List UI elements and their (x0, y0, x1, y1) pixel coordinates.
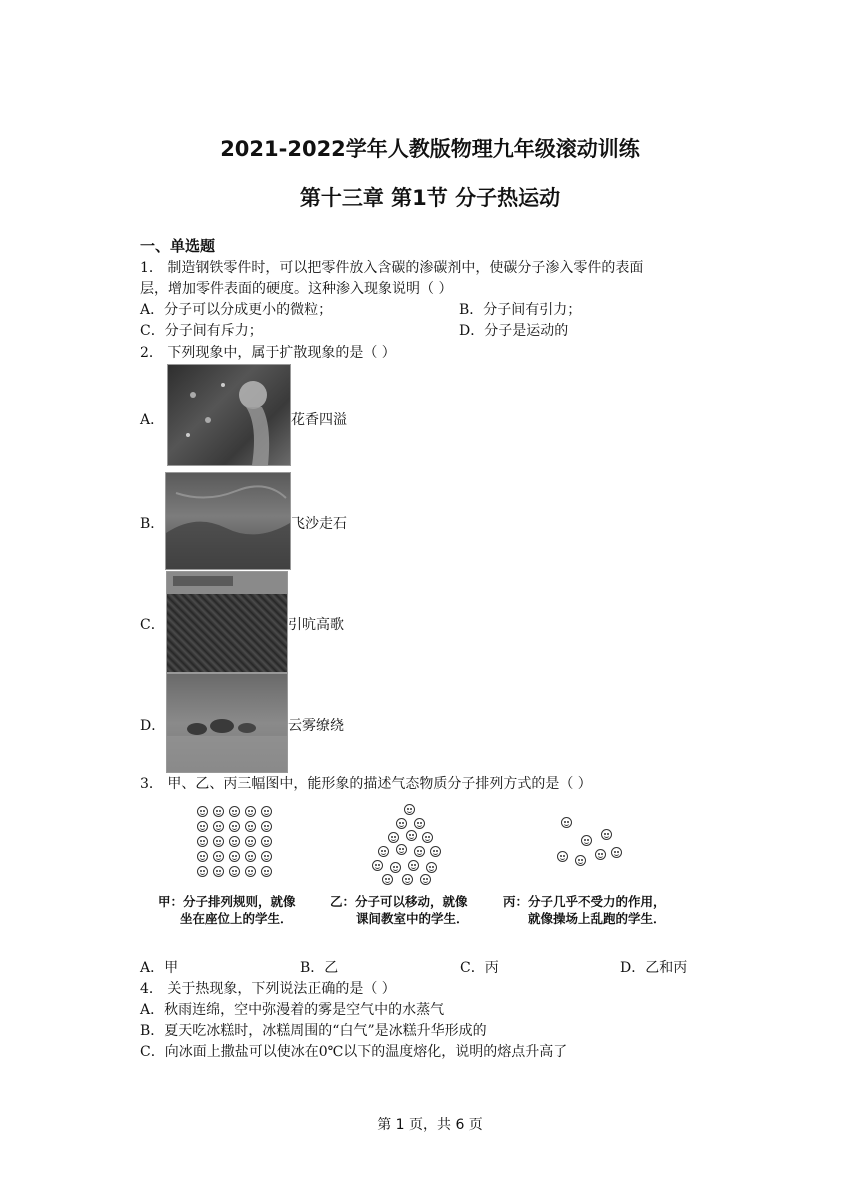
molecule-face-icon (406, 830, 417, 841)
molecule-face-icon (229, 866, 240, 877)
molecule-face-icon (581, 835, 592, 846)
q3-option-c: C．丙 (460, 960, 499, 976)
molecule-face-icon (408, 860, 419, 871)
flower-photo-icon (167, 364, 291, 466)
liquid-molecule-diagram (368, 804, 453, 882)
molecule-face-icon (426, 862, 437, 873)
crowd-photo-icon (166, 571, 288, 673)
molecule-face-icon (420, 874, 431, 885)
molecule-face-icon (414, 846, 425, 857)
q1-stem-line1: 1． 制造钢铁零件时，可以把零件放入含碳的渗碳剂中，使碳分子渗入零件的表面 (140, 260, 644, 276)
molecule-face-icon (197, 851, 208, 862)
q2-option-b-letter: B． (140, 516, 165, 532)
gas-molecule-diagram (555, 815, 625, 870)
molecule-face-icon (261, 866, 272, 877)
molecule-face-icon (213, 866, 224, 877)
molecule-face-icon (261, 851, 272, 862)
molecule-face-icon (197, 866, 208, 877)
chapter-subtitle: 第十三章 第1节 分子热运动 (299, 186, 561, 210)
q2-option-a-caption: 花香四溢 (291, 412, 347, 428)
molecule-face-icon (575, 855, 586, 866)
q3-option-d: D．乙和丙 (620, 960, 688, 976)
molecule-face-icon (245, 836, 256, 847)
molecule-face-icon (261, 821, 272, 832)
diagram-jia-label-line1: 甲：分子排列规则，就像 (158, 894, 296, 909)
molecule-face-icon (213, 851, 224, 862)
molecule-face-icon (595, 849, 606, 860)
molecule-face-icon (378, 846, 389, 857)
diagram-bing-label-line2: 就像操场上乱跑的学生． (528, 911, 666, 926)
solid-molecule-diagram (197, 806, 282, 881)
molecule-face-icon (372, 860, 383, 871)
molecule-face-icon (261, 806, 272, 817)
q1-option-c: C．分子间有斥力； (140, 323, 263, 339)
q1-option-d: D．分子是运动的 (459, 323, 569, 339)
molecule-face-icon (557, 851, 568, 862)
sandstorm-photo-icon (165, 472, 291, 570)
molecule-face-icon (404, 804, 415, 815)
molecule-face-icon (229, 806, 240, 817)
molecule-face-icon (213, 836, 224, 847)
diagram-yi-label-line1: 乙：分子可以移动，就像 (330, 894, 468, 909)
molecule-face-icon (388, 832, 399, 843)
molecule-face-icon (396, 844, 407, 855)
q2-stem: 2． 下列现象中，属于扩散现象的是（ ） (140, 345, 396, 361)
molecule-face-icon (396, 818, 407, 829)
q4-option-b: B．夏天吃冰糕时，冰糕周围的“白气”是冰糕升华形成的 (140, 1023, 487, 1039)
molecule-face-icon (197, 821, 208, 832)
q3-option-a: A．甲 (140, 960, 179, 976)
molecule-face-icon (245, 806, 256, 817)
q4-option-a: A．秋雨连绵，空中弥漫着的雾是空气中的水蒸气 (140, 1002, 445, 1018)
molecule-face-icon (229, 836, 240, 847)
molecule-face-icon (229, 851, 240, 862)
molecule-face-icon (245, 866, 256, 877)
diagram-bing-label-line1: 丙：分子几乎不受力的作用， (503, 894, 666, 909)
molecule-face-icon (390, 862, 401, 873)
q1-stem-line2: 层，增加零件表面的硬度。这种渗入现象说明（ ） (140, 281, 453, 297)
q4-stem: 4． 关于热现象，下列说法正确的是（ ） (140, 981, 396, 997)
fog-photo-icon (166, 673, 288, 773)
q2-option-a-letter: A． (140, 412, 165, 428)
q2-option-d-caption: 云雾缭绕 (288, 718, 344, 734)
q2-option-d-letter: D． (140, 718, 166, 734)
molecule-face-icon (197, 806, 208, 817)
molecule-face-icon (213, 806, 224, 817)
q3-option-b: B．乙 (300, 960, 339, 976)
molecule-face-icon (601, 829, 612, 840)
molecule-face-icon (422, 832, 433, 843)
molecule-face-icon (611, 847, 622, 858)
molecule-face-icon (430, 846, 441, 857)
molecule-face-icon (229, 821, 240, 832)
q1-option-a: A．分子可以分成更小的微粒； (140, 302, 333, 318)
molecule-face-icon (261, 836, 272, 847)
q2-option-c-letter: C． (140, 617, 165, 633)
q2-option-c-caption: 引吭高歌 (288, 617, 344, 633)
molecule-face-icon (197, 836, 208, 847)
molecule-face-icon (414, 818, 425, 829)
molecule-face-icon (561, 817, 572, 828)
q4-option-c: C．向冰面上撒盐可以使冰在0℃以下的温度熔化，说明的熔点升高了 (140, 1044, 568, 1060)
diagram-yi-label-line2: 课间教室中的学生． (356, 911, 469, 926)
diagram-jia-label-line2: 坐在座位上的学生． (180, 911, 293, 926)
page-footer: 第 1 页，共 6 页 (377, 1117, 483, 1133)
section-heading: 一、单选题 (140, 237, 216, 255)
molecule-face-icon (245, 851, 256, 862)
molecule-face-icon (382, 874, 393, 885)
q1-option-b: B．分子间有引力； (459, 302, 582, 318)
molecule-face-icon (245, 821, 256, 832)
molecule-face-icon (402, 874, 413, 885)
q3-stem: 3． 甲、乙、丙三幅图中，能形象的描述气态物质分子排列方式的是（ ） (140, 776, 592, 792)
molecule-face-icon (213, 821, 224, 832)
q2-option-b-caption: 飞沙走石 (291, 516, 347, 532)
document-title: 2021-2022学年人教版物理九年级滚动训练 (220, 137, 640, 161)
